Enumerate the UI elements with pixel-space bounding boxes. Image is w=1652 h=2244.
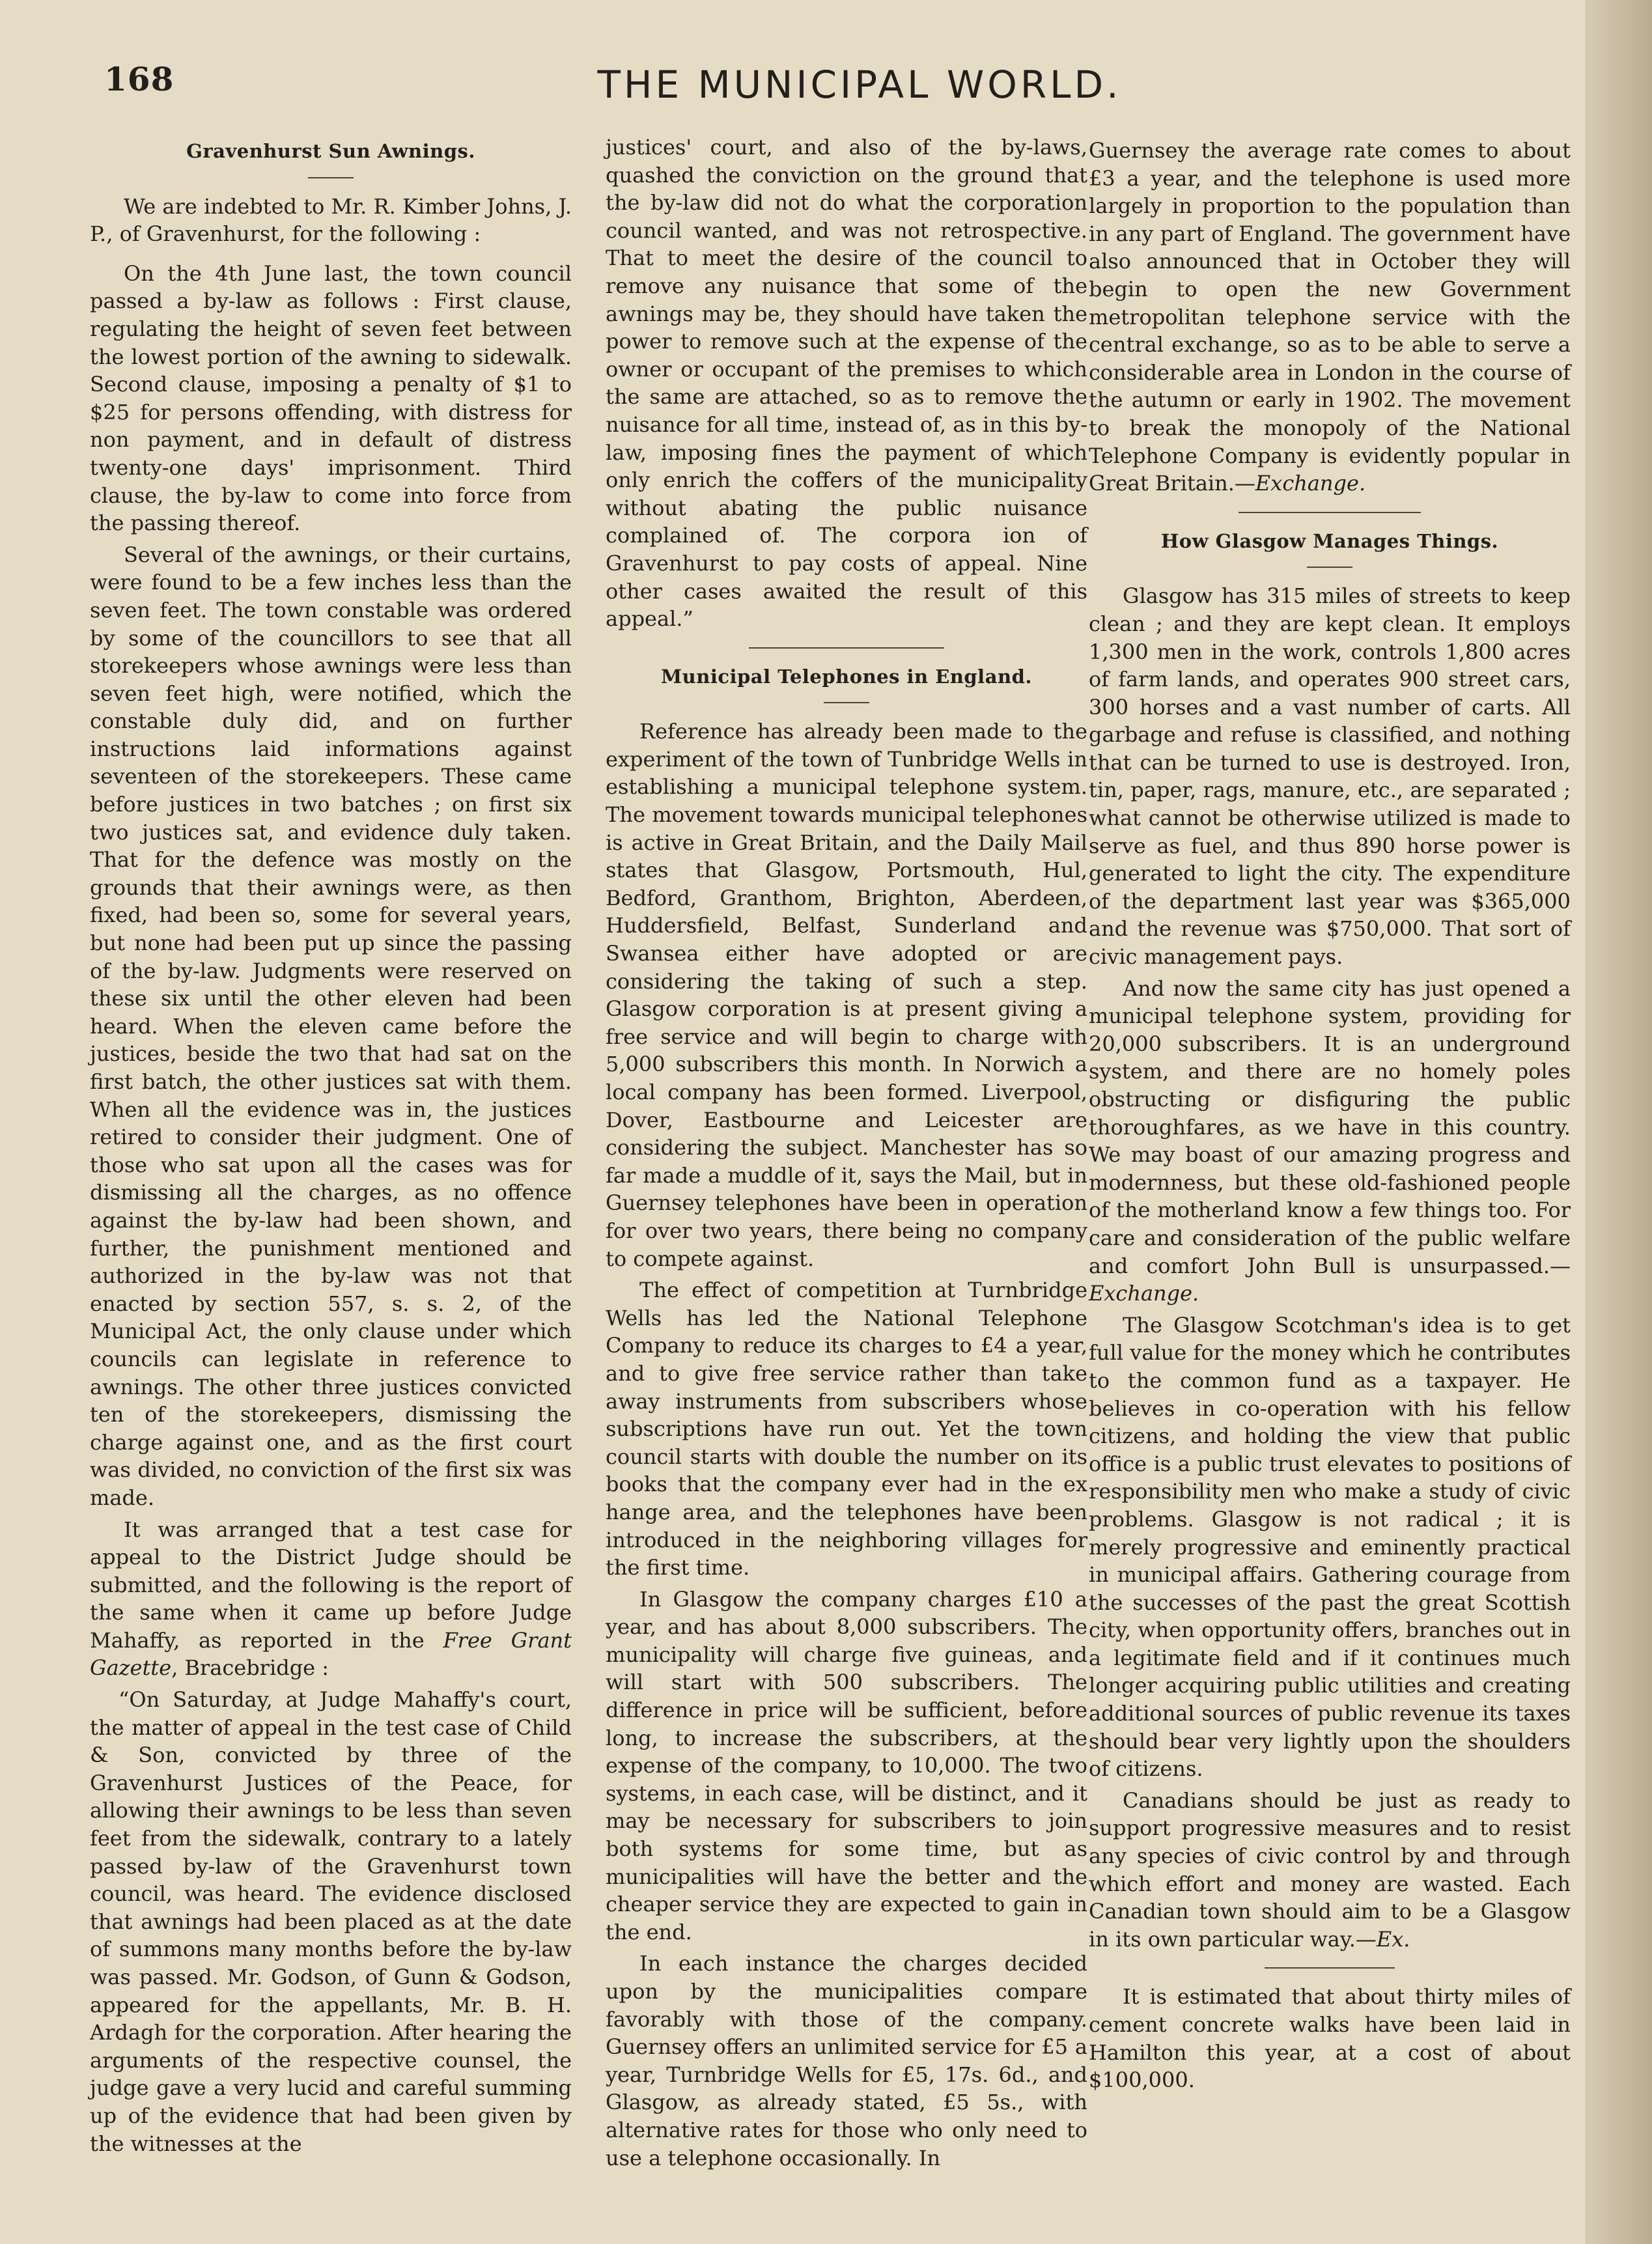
paragraph: In Glasgow the company charges £10 a year, and has about 8,000 subscribers. The municipality will charge five guineas, and will start with 500 subscribers. The difference in price will be sufficient, before long, to increase the subscribers, at the expense of the company, to 10,000. The two systems, in each case, will be distinct, and it may be necessary for subscribers to join both systems for some time, but as municipalities will have the better and the cheaper service they are expected to gain in the end. [606, 1586, 1087, 1944]
paragraph: The Glasgow Scotchman's idea is to get full value for the money which he contributes to the common fund as a taxpayer. He believes in co-operation with his fellow citizens, and holding the view that public office is a public trust elevates to positions of responsibility men who make a study of civic problems. Glasgow is not radical ; it is merely progressive and eminently practical in municipal affairs. Gathering courage from the successes of the past the great Scottish city, when opportunity offers, branches out in a legitimate field and if it continues much longer acquiring public utilities and creating additional sources of public revenue its taxes should bear very lightly upon the shoulders of citizens. [1089, 1312, 1571, 1782]
paragraph [1089, 137, 1571, 498]
italic-title: Free Grant Gazette [90, 1627, 572, 1681]
paragraph [1089, 975, 1571, 1308]
italic-source: Exchange. [1255, 471, 1366, 496]
heading-rule [308, 177, 354, 178]
section-divider [1239, 512, 1421, 513]
paragraph [90, 1516, 572, 1683]
section-divider [1265, 1967, 1395, 1969]
paragraph: On the 4th June last, the town council passed a by-law as follows : First clause, regulating the height of seven feet between the lowest portion of the awning to sidewalk. Second clause, imposing a penalty of $1 to $25 for persons offending, with distress for non payment, and in default of distress twenty-one days' imprisonment. Third clause, the by-law to come into force from the passing thereof. [90, 260, 572, 536]
text-span: And now the same city has just opened a municipal telephone system, providing for 20,000 subscribers. It is an underground system, and there are no homely poles obstructing or disfiguring the public thoroughfares, as we have in this country. We may boast of our amazing progress and modernness, but these old-fashioned people of the motherland know a few things too. For care and consideration of the public welfare and comfort John Bull is unsurpassed.— [1089, 975, 1571, 1278]
text-span: It was arranged that a test case for appeal to the District Judge should be submitted, and the following is the report of the same when it came up before Judge Mahaffy, as reported in the [90, 1517, 572, 1653]
paragraph: We are indebted to Mr. R. Kimber Johns, J. P., of Gravenhurst, for the following : [90, 193, 572, 247]
column-1 [90, 133, 572, 2157]
publication-title: THE MUNICIPAL WORLD. [597, 63, 1122, 107]
paragraph: Several of the awnings, or their curtains, were found to be a few inches less than the seven feet. The town constable was ordered by some of the councillors to see that all storekeepers whose awnings were less than seven feet high, were notified, which the constable duly did, and on further instructions laid informations against seventeen of the storekeepers. These came before justices in two batches ; on first six two justices sat, and evidence duly taken. That for the defence was mostly on the grounds that their awnings were, as then fixed, had been so, some for several years, but none had been put up since the passing of the by-law. Judgments were reserved on these six until the other eleven had been heard. When the eleven came before the justices, beside the two that had sat on the first batch, the other justices sat with them. When all the evidence was in, the justices retired to consider their judgment. One of those who sat upon all the cases was for dismissing all the charges, as no offence against the by-law had been shown, and further, the punishment mentioned and authorized in the by-law was not that enacted by section 557, s. s. 2, of the Municipal Act, the only clause under which councils can legislate in reference to awnings. The other three justices convicted ten of the storekeepers, dismissing the charge against one, and as the first court was divided, no conviction of the first six was made. [90, 542, 572, 1510]
page-number: 168 [104, 60, 175, 98]
text-span: , Bracebridge : [171, 1655, 329, 1681]
article-heading-gravenhurst: Gravenhurst Sun Awnings. [186, 140, 475, 162]
heading-rule [1307, 567, 1352, 568]
italic-source: Exchange. [1089, 1281, 1199, 1306]
heading-rule [824, 702, 869, 703]
paragraph: Glasgow has 315 miles of streets to keep clean ; and they are kept clean. It employs 1,300 men in the work, controls 1,800 acres of farm lands, and operates 900 street cars, 300 horses and a vast number of carts. All garbage and refuse is classified, and nothing that can be turned to use is destroyed. Iron, tin, paper, rags, manure, etc., are separated ; what cannot be otherwise utilized is made to serve as fuel, and thus 890 horse power is generated to light the city. The expenditure of the department last year was $365,000 and the revenue was $750,000. That sort of civic management pays. [1089, 583, 1571, 970]
paragraph [1089, 1787, 1571, 1954]
paragraph: justices' court, and also of the by-laws, quashed the conviction on the ground that the by-law did not do what the corporation council wanted, and was not retrospective. That to meet the desire of the council to remove any nuisance that some of the awnings may be, they should have taken the power to remove such at the expense of the owner or occupant of the premises to which the same are attached, so as to remove the nuisance for all time, instead of, as in this by-law, imposing fines the payment of which only enrich the coffers of the municipality without abating the public nuisance complained of. The corpora ion of Gravenhurst to pay costs of appeal. Nine other cases awaited the result of this appeal.” [606, 135, 1087, 632]
section-divider [749, 647, 944, 649]
column-3 [1089, 137, 1571, 2094]
text-span: Guernsey the average rate comes to about £3 a year, and the telephone is used more largely in proportion to the population than in any part of England. The government have also announced that in October they will begin to open the new Government metropolitan telephone service with the central exchange, so as to be able to serve a considerable area in London in the course of the autumn or early in 1902. The movement to break the monopoly of the National Telephone Company is evidently popular in Great Britain.— [1089, 138, 1571, 496]
paragraph: In each instance the charges decided upon by the municipalities compare favorably with those of the company. Guernsey offers an unlimited service for £5 a year, Turnbridge Wells for £5, 17s. 6d., and Glasgow, as already stated, £5 5s., with alternative rates for those who only need to use a telephone occasionally. In [606, 1951, 1087, 2170]
italic-source: Ex. [1376, 1926, 1410, 1952]
article-heading-telephones: Municipal Telephones in England. [661, 665, 1032, 688]
article-heading-glasgow: How Glasgow Manages Things. [1160, 529, 1499, 552]
paragraph: The effect of competition at Turnbridge Wells has led the National Telephone Company to reduce its charges to £4 a year, and to give free service rather than take away instruments from subscribers whose subscriptions have run out. Yet the town council starts with double the number on its books that the company ever had in the ex hange area, and the telephones have been introduced in the neighboring villages for the first time. [606, 1278, 1087, 1580]
paragraph: Reference has already been made to the experiment of the town of Tunbridge Wells in establishing a municipal telephone system. The movement towards municipal telephones is active in Great Britain, and the Daily Mail states that Glasgow, Portsmouth, Hul, Bedford, Granthom, Brighton, Aberdeen, Huddersfield, Belfast, Sunderland and Swansea either have adopted or are considering the taking of such a step. Glasgow corporation is at present giving a free service and will begin to charge with 5,000 subscribers this month. In Norwich a local company has been formed. Liverpool, Dover, Eastbourne and Leicester are considering the subject. Manchester has so far made a muddle of it, says the Mail, but in Guernsey telephones have been in operation for over two years, there being no company to compete against. [606, 719, 1087, 1271]
page-edge [1586, 0, 1652, 2244]
text-span: Canadians should be just as ready to support progressive measures and to resist any species of civic control by and through which effort and money are wasted. Each Canadian town should aim to be a Glasgow in its own particular way.— [1089, 1788, 1571, 1952]
column-2 [606, 133, 1087, 2172]
paragraph: “On Saturday, at Judge Mahaffy's court, the matter of appeal in the test case of Child & Son, convicted by three of the Gravenhurst Justices of the Peace, for allowing their awnings to be less than seven feet from the sidewalk, contrary to a lately passed by-law of the Gravenhurst town council, was heard. The evidence disclosed that awnings had been placed as at the date of summons many months before the by-law was passed. Mr. Godson, of Gunn & Godson, appeared for the appellants, Mr. B. H. Ardagh for the corporation. After hearing the arguments of the respective counsel, the judge gave a very lucid and careful summing up of the evidence that had been given by the witnesses at the [90, 1687, 572, 2156]
paragraph: It is estimated that about thirty miles of cement concrete walks have been laid in Hamilton this year, at a cost of about $100,000. [1089, 1984, 1571, 2093]
